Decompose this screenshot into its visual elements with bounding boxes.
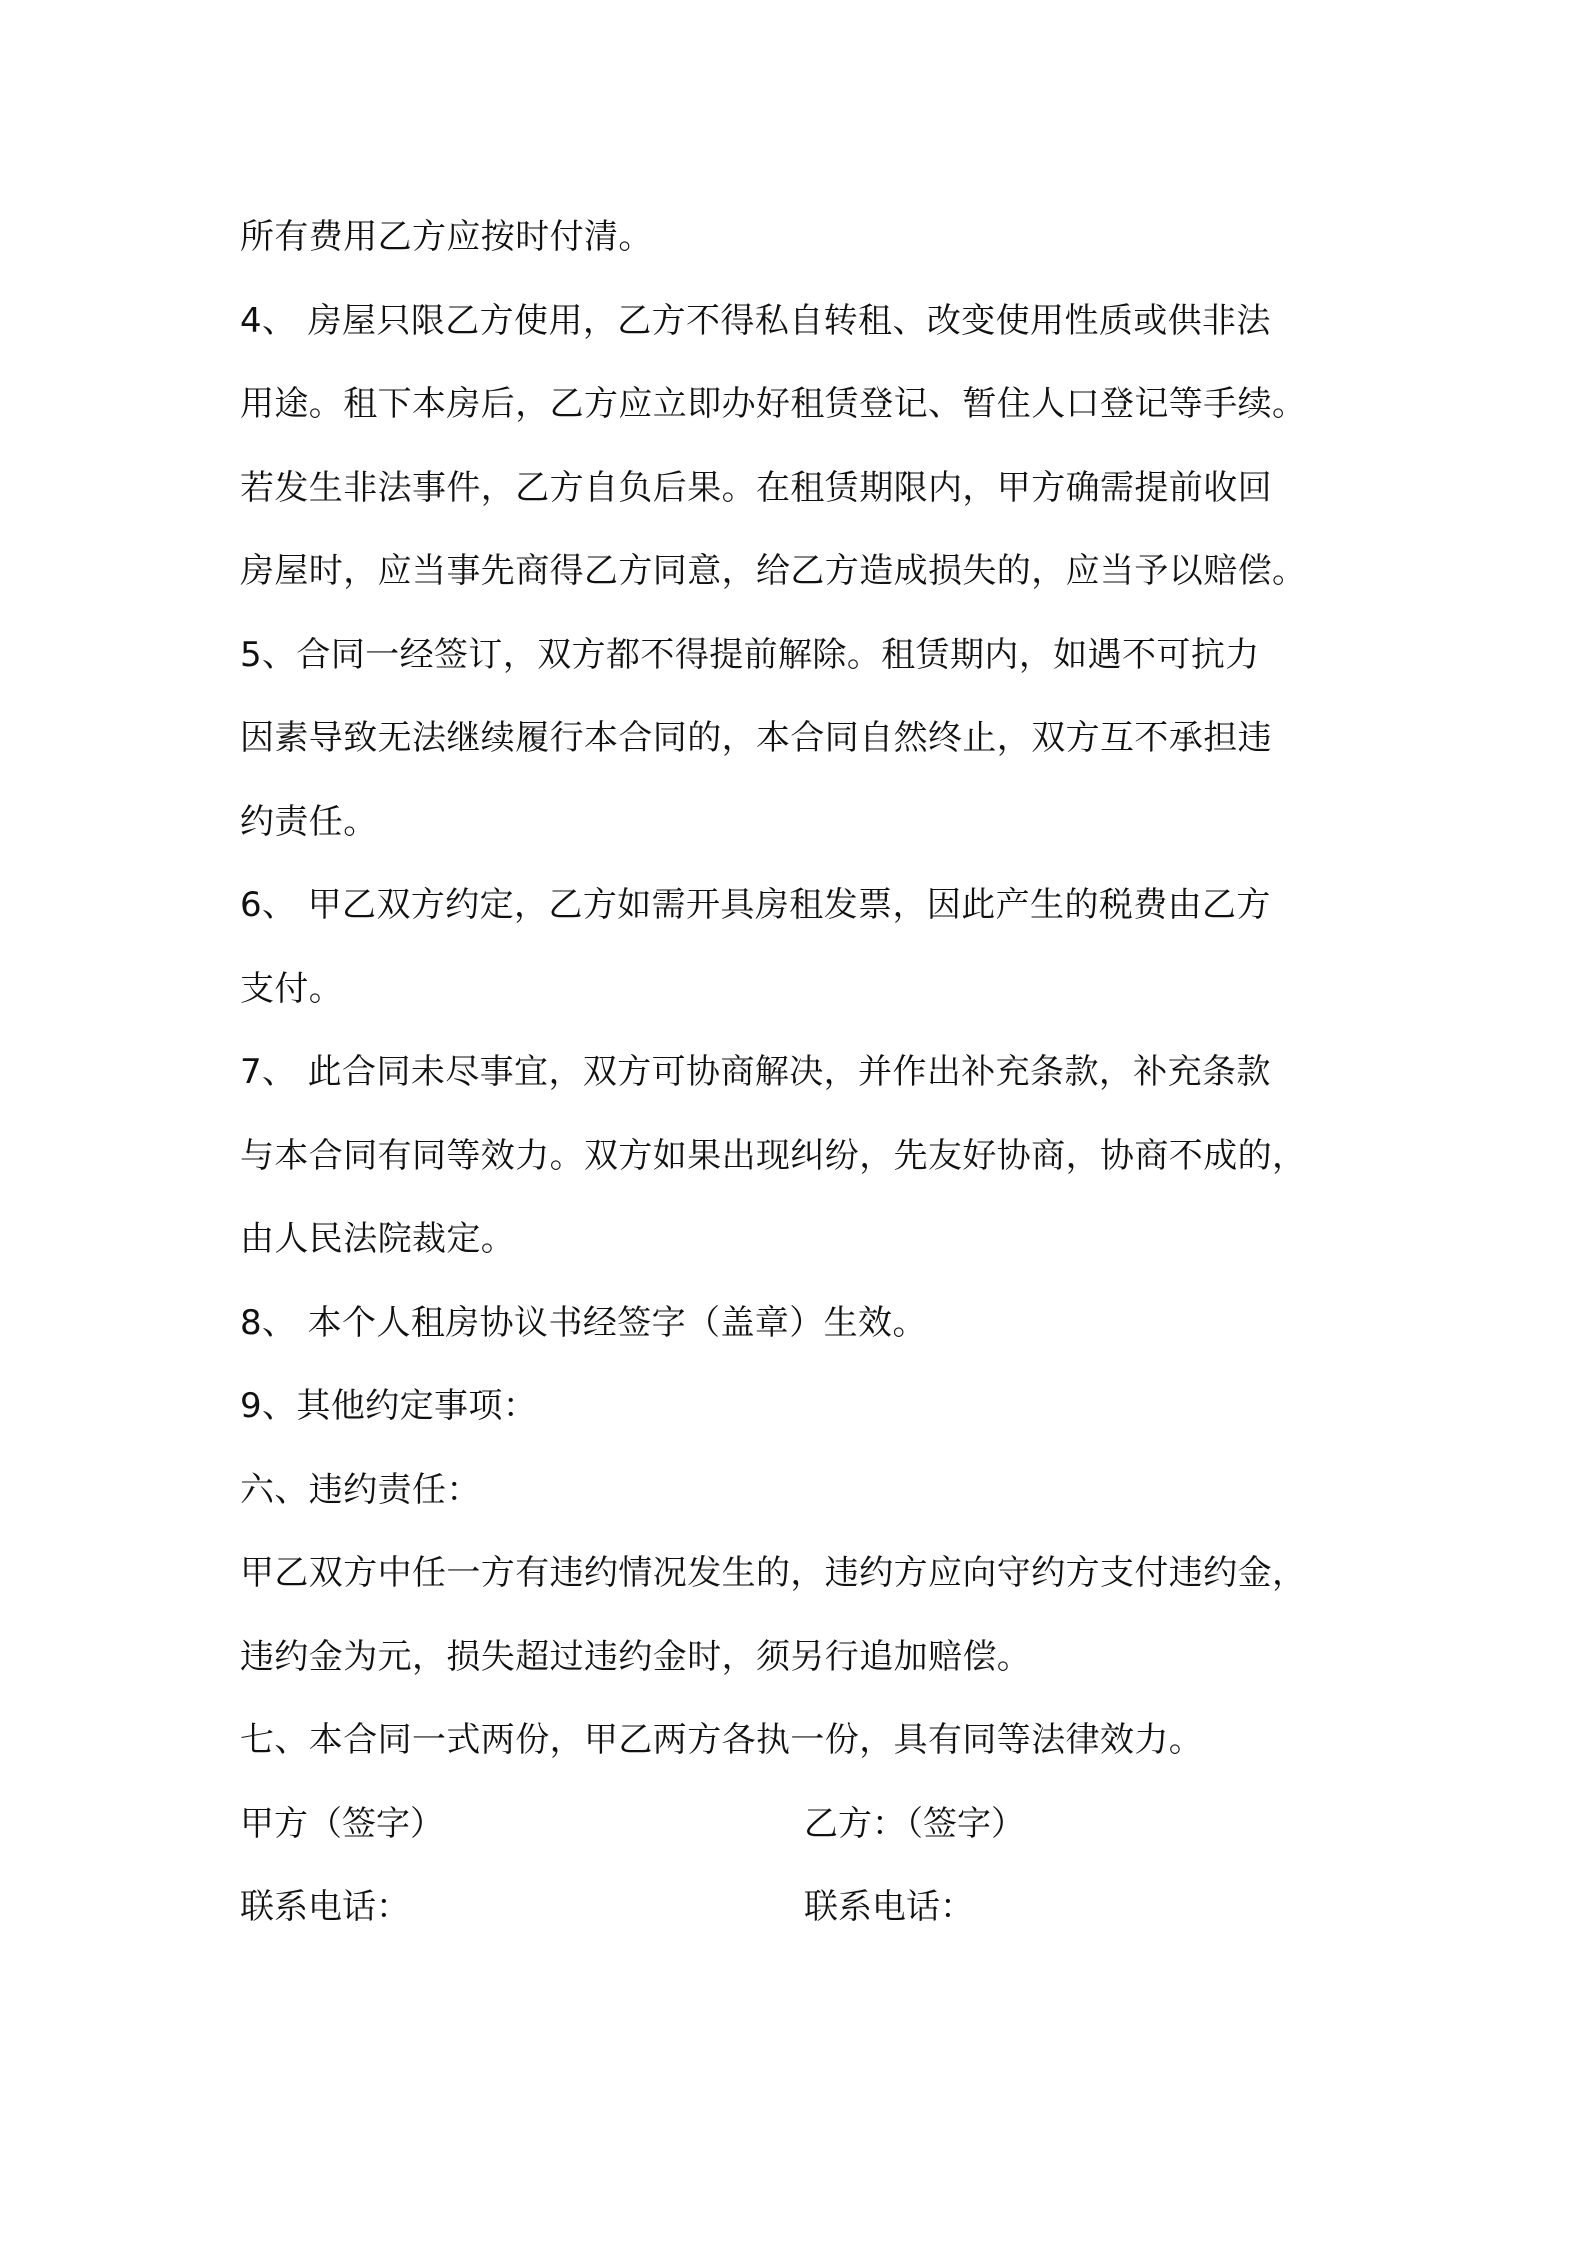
contract-body [240,196,1370,1950]
clause-7-line: 7、 此合同未尽事宜，双方可协商解决，并作出补充条款，补充条款 [240,1052,1271,1092]
text-line: 违约金为元，损失超过违约金时，须另行追加赔偿。 [240,1636,1032,1677]
clause-6-line: 6、 甲乙双方约定，乙方如需开具房租发票，因此产生的税费由乙方 [240,885,1271,925]
section-6-heading: 六、违约责任： [240,1469,481,1510]
text-line: 甲乙双方中任一方有违约情况发生的，违约方应向守约方支付违约金， [240,1553,1307,1593]
section-7-line: 七、本合同一式两份，甲乙两方各执一份，具有同等法律效力。 [240,1720,1204,1760]
text-line: 由人民法院裁定。 [240,1219,516,1259]
party-a-phone-label: 联系电话： [240,1887,410,1927]
text-line: 约责任。 [240,801,378,842]
text-line: 若发生非法事件，乙方自负后果。在租赁期限内，甲方确需提前收回 [240,467,1272,508]
clause-5-line: 5、合同一经签订，双方都不得提前解除。租赁期内，如遇不可抗力 [240,634,1260,675]
party-a-signature-label: 甲方（签字） [240,1803,444,1844]
text-line: 与本合同有同等效力。双方如果出现纠纷，先友好协商，协商不成的， [240,1135,1307,1176]
text-line: 因素导致无法继续履行本合同的，本合同自然终止，双方互不承担违 [240,718,1272,758]
party-b-phone-label: 联系电话： [804,1887,974,1927]
text-line: 所有费用乙方应按时付清。 [240,217,653,257]
clause-8-line: 8、 本个人租房协议书经签字（盖章）生效。 [240,1302,927,1343]
text-line: 房屋时，应当事先商得乙方同意，给乙方造成损失的，应当予以赔偿。 [240,551,1307,591]
signature-row [240,1783,1370,1867]
clause-4-line: 4、 房屋只限乙方使用，乙方不得私自转租、改变使用性质或供非法 [240,300,1271,341]
text-line: 用途。租下本房后，乙方应立即办好租赁登记、暂住人口登记等手续。 [240,384,1307,424]
text-line: 支付。 [240,968,344,1009]
phone-row [240,1866,1370,1950]
party-b-signature-label: 乙方：（签字） [804,1803,1025,1844]
clause-9-line: 9、其他约定事项： [240,1386,538,1426]
